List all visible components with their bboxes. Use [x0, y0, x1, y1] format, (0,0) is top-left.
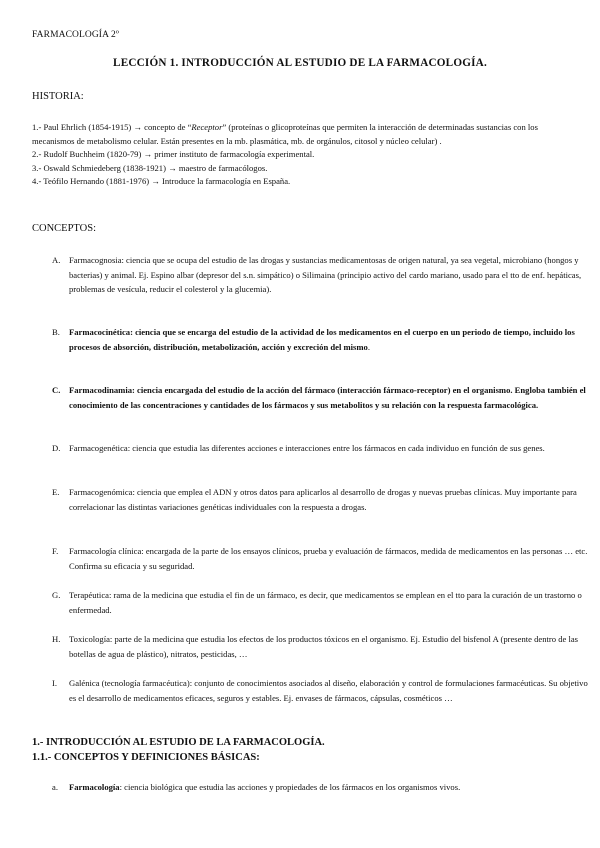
lesson-title: LECCIÓN 1. INTRODUCCIÓN AL ESTUDIO DE LA FARMACOLOGÍA.: [113, 57, 487, 69]
concept-item-e: E. Farmacogenómica: ciencia que emplea el ADN y otros datos para aplicarlos al desarrollo de drogas y nuevas pruebas clínicas. Muy importante para correlacionar las distintas variaciones genéticas individuales con la respuesta a drogas.: [52, 487, 577, 512]
historia-entry: 3.- Oswald Schmiedeberg (1838-1921) → maestro de farmacólogos.: [32, 162, 268, 173]
concept-item-a: A. Farmacognosia: ciencia que se ocupa del estudio de las drogas y sustancias medicamentosas de origen natural, ya sea vegetal, microbiano (hongos y bacterias) y animal. Ej. Espino albar (depresor del s.n. simpático) o Silimaina (principio activo del cardo mariano, usado para el tto de enf. hepáticas, problemas de vesícula, reducir el colesterol y la glucemia).: [52, 255, 582, 295]
concept-item-g: G. Terapéutica: rama de la medicina que estudia el fin de un fármaco, es decir, que medicamentos se emplean en el tto para la curación de un trastorno o enfermedad.: [52, 590, 582, 615]
concept-item-i: I. Galénica (tecnología farmacéutica): conjunto de conocimientos asociados al diseño, elaboración y control de formulaciones farmacéuticas. Su objetivo es el desarrollo de medicamentos eficaces, seguros y estables. Ej. envases de fármacos, cápsulas, cosméticos …: [52, 678, 588, 703]
course-header: FARMACOLOGÍA 2º: [32, 30, 119, 40]
historia-entry: 1.- Paul Ehrlich (1854-1915) → concepto de “Receptor” (proteínas o glicoproteínas que permiten la interacción de determinadas sustancias con los mecanismos de metabolismo celular. Están presentes en la mb. plasmática, mb. de orgánulos, citosol y núcleo celular) .: [32, 122, 538, 146]
concept-item-f: F. Farmacología clínica: encargada de la parte de los ensayos clínicos, prueba y evaluación de fármacos, medida de medicamentos en las personas … etc. Confirma su eficacia y su seguridad.: [52, 546, 588, 571]
section-title: 1.- INTRODUCCIÓN AL ESTUDIO DE LA FARMACOLOGÍA.: [32, 737, 325, 748]
section-subtitle: 1.1.- CONCEPTOS Y DEFINICIONES BÁSICAS:: [32, 752, 260, 763]
historia-list: [32, 121, 572, 189]
definition-farmacologia: a. Farmacología: ciencia biológica que estudia las acciones y propiedades de los fármacos en los organismos vivos.: [52, 782, 461, 792]
concept-item-d: D. Farmacogenética: ciencia que estudia las diferentes acciones e interacciones entre los fármacos en cada individuo en función de sus genes.: [52, 443, 545, 453]
definition-item: [52, 781, 552, 794]
conceptos-heading: CONCEPTOS:: [32, 223, 96, 234]
historia-heading: HISTORIA:: [32, 91, 84, 102]
concept-item-h: H. Toxicología: parte de la medicina que estudia los efectos de los productos tóxicos en el organismo. Ej. Estudio del bisfenol A (presente dentro de las botellas de agua de plástico), nitratos, pesticidas, …: [52, 634, 579, 659]
concept-item-b: B. Farmacocinética: ciencia que se encarga del estudio de la actividad de los medicamentos en el cuerpo en un periodo de tiempo, incluido los procesos de absorción, distribución, metabolización, acción y excreción del mismo.: [52, 327, 575, 352]
concept-item-c: C. Farmacodinamia: ciencia encargada del estudio de la acción del fármaco (interacción fármaco-receptor) en el organismo. Engloba también el conocimiento de las concentraciones y cantidades de los fármacos y sus metabolitos y su relación con la respuesta farmacológica.: [52, 385, 586, 410]
historia-entry: 4.- Teófilo Hernando (1881-1976) → Introduce la farmacología en España.: [32, 176, 291, 186]
historia-entry: 2.- Rudolf Buchheim (1820-79) → primer instituto de farmacología experimental.: [32, 149, 315, 159]
